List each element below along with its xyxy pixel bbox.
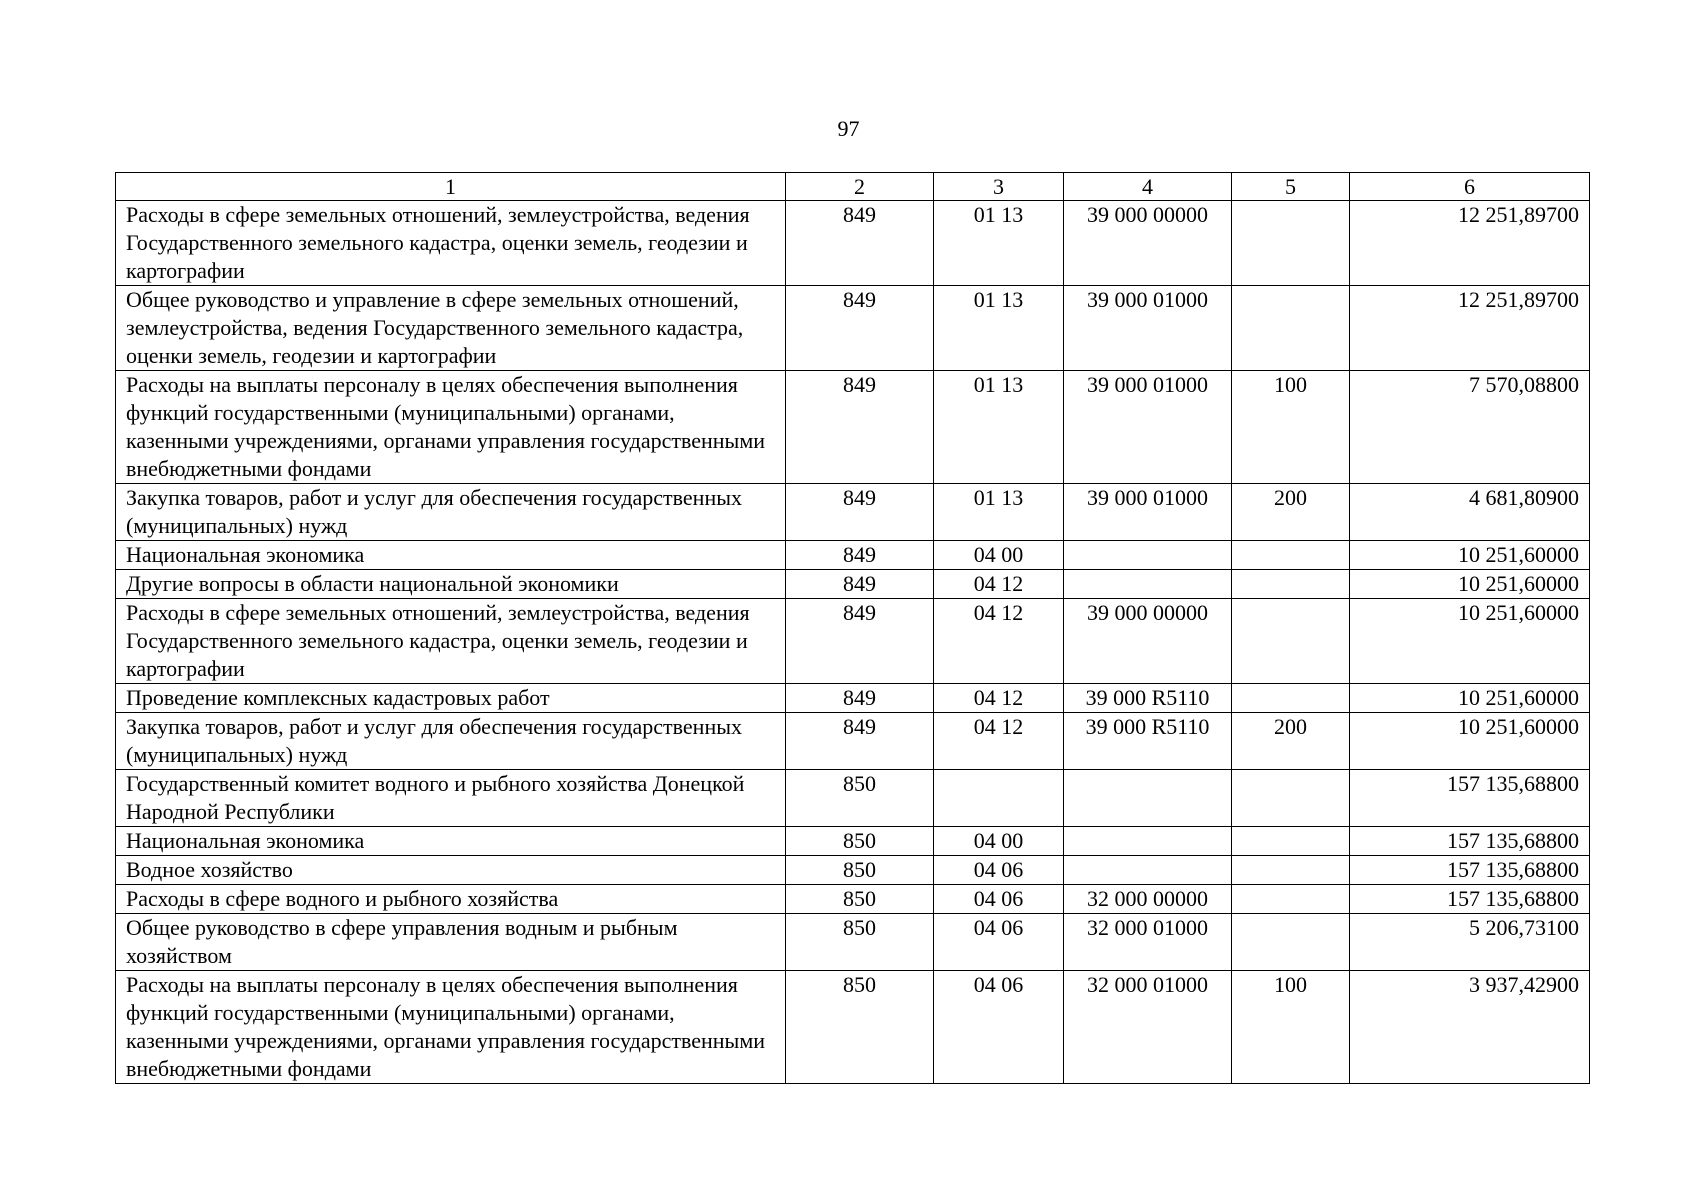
table-row <box>116 684 1590 713</box>
row-name-cell: Общее руководство и управление в сфере земельных отношений, землеустройства, ведения Государственного земельного кадастра, оценки земель, геодезии и картографии <box>116 286 786 371</box>
column-header: 1 <box>116 173 786 201</box>
table-header-row <box>116 173 1590 201</box>
row-target-cell: 39 000 01000 <box>1064 371 1232 484</box>
row-target-cell <box>1064 856 1232 885</box>
row-target-cell: 32 000 00000 <box>1064 885 1232 914</box>
row-section-cell: 01 13 <box>934 201 1064 286</box>
table-row <box>116 971 1590 1084</box>
table-row <box>116 570 1590 599</box>
row-amount-cell: 12 251,89700 <box>1350 286 1590 371</box>
row-ved-cell: 850 <box>786 914 934 971</box>
row-amount-cell: 157 135,68800 <box>1350 827 1590 856</box>
row-section-cell: 04 00 <box>934 827 1064 856</box>
row-section-cell: 04 12 <box>934 684 1064 713</box>
row-expense-type-cell <box>1232 286 1350 371</box>
row-target-cell: 39 000 00000 <box>1064 201 1232 286</box>
row-name-cell: Закупка товаров, работ и услуг для обеспечения государственных (муниципальных) нужд <box>116 484 786 541</box>
row-section-cell: 04 12 <box>934 599 1064 684</box>
row-expense-type-cell <box>1232 770 1350 827</box>
table-body <box>116 201 1590 1084</box>
row-ved-cell: 849 <box>786 286 934 371</box>
row-name-cell: Общее руководство в сфере управления водным и рыбным хозяйством <box>116 914 786 971</box>
row-section-cell: 04 06 <box>934 914 1064 971</box>
row-target-cell <box>1064 570 1232 599</box>
row-ved-cell: 850 <box>786 885 934 914</box>
row-ved-cell: 849 <box>786 570 934 599</box>
row-amount-cell: 10 251,60000 <box>1350 541 1590 570</box>
row-section-cell: 04 12 <box>934 713 1064 770</box>
row-target-cell: 32 000 01000 <box>1064 914 1232 971</box>
row-expense-type-cell: 100 <box>1232 371 1350 484</box>
table-row <box>116 541 1590 570</box>
row-target-cell: 39 000 01000 <box>1064 286 1232 371</box>
budget-table <box>115 172 1590 1084</box>
table-row <box>116 770 1590 827</box>
row-section-cell: 04 06 <box>934 885 1064 914</box>
row-name-cell: Расходы на выплаты персоналу в целях обеспечения выполнения функций государственными (муниципальными) органами, казенными учреждениями, органами управления государственными внебюджетными фондами <box>116 971 786 1084</box>
row-ved-cell: 849 <box>786 713 934 770</box>
table-row <box>116 599 1590 684</box>
row-section-cell: 01 13 <box>934 286 1064 371</box>
row-amount-cell: 7 570,08800 <box>1350 371 1590 484</box>
table-row <box>116 914 1590 971</box>
row-target-cell <box>1064 770 1232 827</box>
row-expense-type-cell: 100 <box>1232 971 1350 1084</box>
row-target-cell <box>1064 827 1232 856</box>
row-ved-cell: 850 <box>786 770 934 827</box>
row-ved-cell: 849 <box>786 599 934 684</box>
row-expense-type-cell <box>1232 570 1350 599</box>
row-target-cell: 32 000 01000 <box>1064 971 1232 1084</box>
column-header: 2 <box>786 173 934 201</box>
row-amount-cell: 157 135,68800 <box>1350 770 1590 827</box>
table-row <box>116 201 1590 286</box>
row-name-cell: Закупка товаров, работ и услуг для обеспечения государственных (муниципальных) нужд <box>116 713 786 770</box>
row-section-cell: 04 06 <box>934 856 1064 885</box>
row-target-cell: 39 000 00000 <box>1064 599 1232 684</box>
row-amount-cell: 10 251,60000 <box>1350 570 1590 599</box>
table-row <box>116 371 1590 484</box>
row-name-cell: Расходы на выплаты персоналу в целях обеспечения выполнения функций государственными (муниципальными) органами, казенными учреждениями, органами управления государственными внебюджетными фондами <box>116 371 786 484</box>
row-expense-type-cell <box>1232 827 1350 856</box>
row-amount-cell: 10 251,60000 <box>1350 713 1590 770</box>
row-target-cell: 39 000 R5110 <box>1064 713 1232 770</box>
row-section-cell: 04 00 <box>934 541 1064 570</box>
row-ved-cell: 850 <box>786 971 934 1084</box>
column-header: 4 <box>1064 173 1232 201</box>
table-row <box>116 827 1590 856</box>
row-section-cell: 04 06 <box>934 971 1064 1084</box>
column-header: 5 <box>1232 173 1350 201</box>
row-target-cell: 39 000 01000 <box>1064 484 1232 541</box>
row-name-cell: Другие вопросы в области национальной экономики <box>116 570 786 599</box>
row-amount-cell: 12 251,89700 <box>1350 201 1590 286</box>
row-name-cell: Расходы в сфере земельных отношений, землеустройства, ведения Государственного земельного кадастра, оценки земель, геодезии и картографии <box>116 201 786 286</box>
row-section-cell: 01 13 <box>934 371 1064 484</box>
row-section-cell <box>934 770 1064 827</box>
row-name-cell: Проведение комплексных кадастровых работ <box>116 684 786 713</box>
row-name-cell: Расходы в сфере земельных отношений, землеустройства, ведения Государственного земельного кадастра, оценки земель, геодезии и картографии <box>116 599 786 684</box>
table-row <box>116 713 1590 770</box>
row-amount-cell: 4 681,80900 <box>1350 484 1590 541</box>
row-expense-type-cell: 200 <box>1232 713 1350 770</box>
row-name-cell: Национальная экономика <box>116 541 786 570</box>
table-row <box>116 484 1590 541</box>
row-amount-cell: 5 206,73100 <box>1350 914 1590 971</box>
row-amount-cell: 3 937,42900 <box>1350 971 1590 1084</box>
row-expense-type-cell <box>1232 541 1350 570</box>
row-name-cell: Государственный комитет водного и рыбного хозяйства Донецкой Народной Республики <box>116 770 786 827</box>
table-row <box>116 885 1590 914</box>
row-name-cell: Расходы в сфере водного и рыбного хозяйства <box>116 885 786 914</box>
row-expense-type-cell: 200 <box>1232 484 1350 541</box>
row-expense-type-cell <box>1232 201 1350 286</box>
row-ved-cell: 849 <box>786 684 934 713</box>
row-name-cell: Водное хозяйство <box>116 856 786 885</box>
row-ved-cell: 849 <box>786 201 934 286</box>
row-ved-cell: 849 <box>786 484 934 541</box>
row-amount-cell: 157 135,68800 <box>1350 856 1590 885</box>
row-ved-cell: 849 <box>786 541 934 570</box>
row-section-cell: 04 12 <box>934 570 1064 599</box>
table-row <box>116 286 1590 371</box>
row-expense-type-cell <box>1232 885 1350 914</box>
column-header: 6 <box>1350 173 1590 201</box>
row-target-cell: 39 000 R5110 <box>1064 684 1232 713</box>
row-ved-cell: 850 <box>786 856 934 885</box>
row-expense-type-cell <box>1232 914 1350 971</box>
row-amount-cell: 157 135,68800 <box>1350 885 1590 914</box>
row-expense-type-cell <box>1232 684 1350 713</box>
row-section-cell: 01 13 <box>934 484 1064 541</box>
row-target-cell <box>1064 541 1232 570</box>
row-expense-type-cell <box>1232 599 1350 684</box>
page-number: 97 <box>837 116 860 141</box>
column-header: 3 <box>934 173 1064 201</box>
row-ved-cell: 849 <box>786 371 934 484</box>
row-ved-cell: 850 <box>786 827 934 856</box>
row-amount-cell: 10 251,60000 <box>1350 684 1590 713</box>
row-expense-type-cell <box>1232 856 1350 885</box>
table-row <box>116 856 1590 885</box>
row-amount-cell: 10 251,60000 <box>1350 599 1590 684</box>
row-name-cell: Национальная экономика <box>116 827 786 856</box>
